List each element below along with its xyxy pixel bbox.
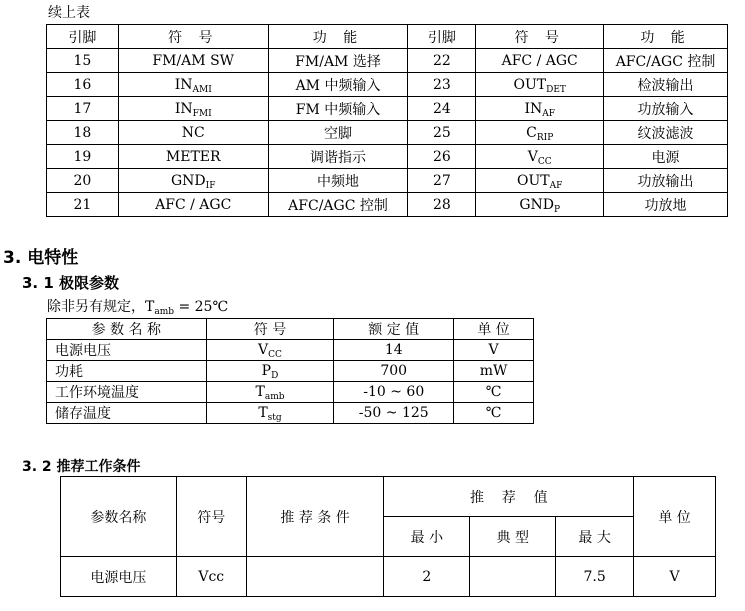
table-row: [47, 193, 728, 217]
header-param-name: 参数名称: [61, 477, 177, 557]
pin-function: AFC/AGC 控制: [268, 193, 408, 217]
param-symbol: $T_{stg}$: [206, 403, 334, 424]
header-symbol: 符 号: [118, 25, 268, 49]
header-function: 功 能: [604, 25, 728, 49]
section-heading-electrical: 3. 电特性: [3, 248, 79, 268]
pin-function: 功放输出: [604, 169, 728, 193]
section-heading-limits: 3. 1 极限参数: [22, 274, 120, 292]
header-function: 功 能: [268, 25, 408, 49]
param-name: 电源电压: [61, 557, 177, 597]
pin-function: 检波输出: [604, 73, 728, 97]
pin-number: 23: [408, 73, 476, 97]
pin-number: 19: [47, 145, 119, 169]
param-symbol: Vcc: [176, 557, 246, 597]
pin-number: 15: [47, 49, 119, 73]
pin-symbol: AFC / AGC: [476, 49, 604, 73]
pin-number: 16: [47, 73, 119, 97]
pin-function: FM 中频输入: [268, 97, 408, 121]
table-header-row: [47, 319, 534, 340]
header-pin: 引脚: [47, 25, 119, 49]
pin-symbol: $OUT_{AF}$: [476, 169, 604, 193]
table-row: [47, 403, 534, 424]
header-conditions: 推 荐 条 件: [246, 477, 384, 557]
pin-function-table: [46, 24, 728, 217]
param-name: 工作环境温度: [47, 382, 207, 403]
pin-function: AM 中频输入: [268, 73, 408, 97]
pin-symbol: $IN_{FMI}$: [118, 97, 268, 121]
pin-symbol: AFC / AGC: [118, 193, 268, 217]
pin-function: 电源: [604, 145, 728, 169]
pin-number: 24: [408, 97, 476, 121]
param-unit: V: [634, 557, 716, 597]
table-row: [47, 73, 728, 97]
condition-note: 除非另有规定，$T_{amb}$ = 25℃: [47, 299, 229, 317]
param-symbol: $V_{CC}$: [206, 340, 334, 361]
param-conditions: [246, 557, 384, 597]
pin-number: 18: [47, 121, 119, 145]
pin-symbol: $GND_{IF}$: [118, 169, 268, 193]
header-unit: 单 位: [454, 319, 534, 340]
param-symbol: $P_D$: [206, 361, 334, 382]
param-symbol: $T_{amb}$: [206, 382, 334, 403]
table-row: [47, 121, 728, 145]
header-symbol: 符 号: [476, 25, 604, 49]
header-param-name: 参 数 名 称: [47, 319, 207, 340]
header-max: 最 大: [556, 517, 634, 557]
param-value: -10 ~ 60: [334, 382, 454, 403]
pin-function: 中频地: [268, 169, 408, 193]
pin-symbol: $IN_{AF}$: [476, 97, 604, 121]
table-row: [47, 97, 728, 121]
pin-symbol: $GND_P$: [476, 193, 604, 217]
pin-function: 调谐指示: [268, 145, 408, 169]
table-header-row: [61, 477, 716, 517]
table-row: [47, 340, 534, 361]
pin-symbol: $OUT_{DET}$: [476, 73, 604, 97]
pin-symbol: $IN_{AMI}$: [118, 73, 268, 97]
param-min: 2: [384, 557, 470, 597]
pin-symbol: $V_{CC}$: [476, 145, 604, 169]
pin-number: 27: [408, 169, 476, 193]
header-rated-value: 额 定 值: [334, 319, 454, 340]
param-unit: ℃: [454, 403, 534, 424]
table-row: [47, 145, 728, 169]
param-unit: V: [454, 340, 534, 361]
table-row: [61, 557, 716, 597]
pin-number: 20: [47, 169, 119, 193]
continuation-title: 续上表: [48, 5, 90, 21]
pin-number: 21: [47, 193, 119, 217]
param-value: -50 ~ 125: [334, 403, 454, 424]
header-typ: 典 型: [470, 517, 556, 557]
header-recommended-value: 推 荐 值: [384, 477, 634, 517]
header-symbol: 符 号: [206, 319, 334, 340]
pin-function: AFC/AGC 控制: [604, 49, 728, 73]
param-name: 电源电压: [47, 340, 207, 361]
param-unit: mW: [454, 361, 534, 382]
absolute-max-table: [46, 318, 534, 424]
table-row: [47, 169, 728, 193]
pin-number: 25: [408, 121, 476, 145]
header-min: 最 小: [384, 517, 470, 557]
section-heading-recommended: 3. 2 推荐工作条件: [22, 459, 141, 475]
pin-number: 22: [408, 49, 476, 73]
pin-symbol: $C_{RIP}$: [476, 121, 604, 145]
param-unit: ℃: [454, 382, 534, 403]
pin-number: 17: [47, 97, 119, 121]
header-unit: 单 位: [634, 477, 716, 557]
param-name: 储存温度: [47, 403, 207, 424]
param-value: 700: [334, 361, 454, 382]
table-header-row: [47, 25, 728, 49]
pin-function: FM/AM 选择: [268, 49, 408, 73]
recommended-conditions-table: [60, 476, 716, 597]
table-row: [47, 382, 534, 403]
table-row: [47, 49, 728, 73]
pin-function: 功放输入: [604, 97, 728, 121]
pin-symbol: FM/AM SW: [118, 49, 268, 73]
pin-function: 纹波滤波: [604, 121, 728, 145]
header-pin: 引脚: [408, 25, 476, 49]
pin-number: 26: [408, 145, 476, 169]
param-value: 14: [334, 340, 454, 361]
pin-function: 功放地: [604, 193, 728, 217]
param-name: 功耗: [47, 361, 207, 382]
header-symbol: 符号: [176, 477, 246, 557]
pin-function: 空脚: [268, 121, 408, 145]
pin-symbol: METER: [118, 145, 268, 169]
pin-number: 28: [408, 193, 476, 217]
table-row: [47, 361, 534, 382]
param-typ: [470, 557, 556, 597]
param-max: 7.5: [556, 557, 634, 597]
pin-symbol: NC: [118, 121, 268, 145]
